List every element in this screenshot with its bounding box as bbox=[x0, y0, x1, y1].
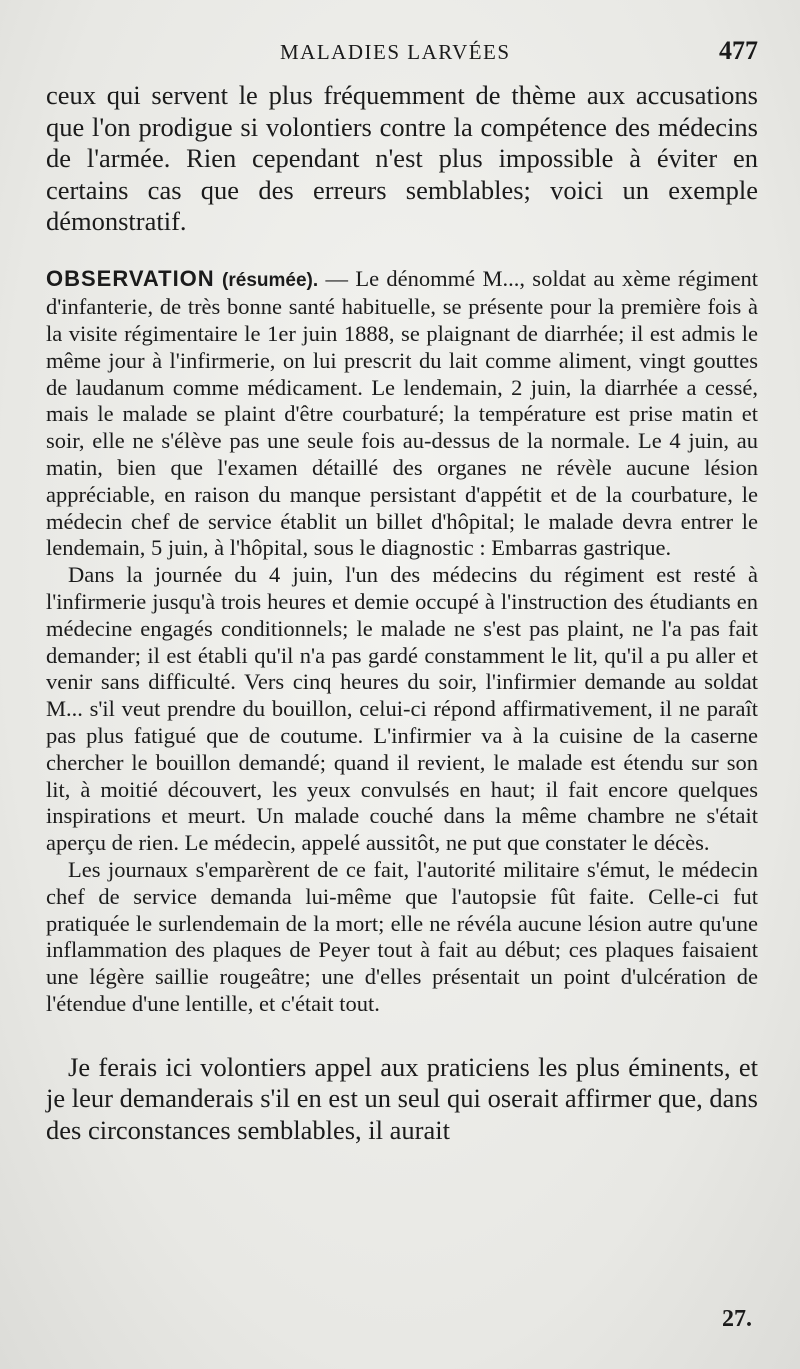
running-title: MALADIES LARVÉES bbox=[280, 40, 511, 64]
paragraph-infirmary: Dans la journée du 4 juin, l'un des médecins du régiment est resté à l'infirmerie jusqu'à trois heures et demie occupé à l'instruction des étudiants en médecine engagés conditionnels; le malade ne s'est pas plaint, ne l'a pas fait demander; il est établi qu'il n'a pas gardé constamment le lit, qu'il a pu aller et venir sans difficulté. Vers cinq heures du soir, l'infirmier demande au soldat M... s'il veut prendre du bouillon, celui-ci répond affirmativement, il ne paraît pas plus fatigué que de coutume. L'infirmier va à la cuisine de la caserne chercher le bouillon demandé; quand il revient, le malade est étendu sur son lit, à moitié découvert, les yeux convulsés en haut; il fait encore quelques inspirations et meurt. Un malade couché dans la même chambre ne s'était aperçu de rien. Le médecin, appelé aussitôt, ne put que constater le décès. bbox=[46, 562, 758, 856]
page-number: 477 bbox=[719, 36, 758, 65]
signature-mark: 27. bbox=[722, 1306, 752, 1332]
observation-heading: OBSERVATION bbox=[46, 265, 215, 291]
observation-subheading: (résumée). bbox=[222, 269, 319, 291]
intro-paragraph: ceux qui servent le plus fréquemment de thème aux accusations que l'on prodigue si volontiers contre la compétence des médecins de l'armée. Rien cependant n'est plus impossible à éviter en certains cas que des erreurs semblables; voici un exemple démonstratif. bbox=[46, 80, 758, 236]
paragraph-autopsy: Les journaux s'emparèrent de ce fait, l'autorité militaire s'émut, le médecin chef de service demanda lui-même que l'autopsie fût faite. Celle-ci fut pratiquée le surlendemain de la mort; elle ne révéla aucune lésion autre qu'une inflammation des plaques de Peyer tout à fait au début; ces plaques faisaient une légère saillie rougeâtre; une d'elles présentait un point d'ulcération de l'étendue d'une lentille, et c'était tout. bbox=[46, 857, 758, 1017]
paragraph-appeal: Je ferais ici volontiers appel aux praticiens les plus éminents, et je leur demanderais s'il en est un seul qui oserait affirmer que, dans des circonstances semblables, il aurait bbox=[46, 1051, 758, 1145]
body-text bbox=[46, 80, 758, 1146]
running-head bbox=[48, 36, 758, 76]
observation-text: — Le dénommé M..., soldat au xème régiment d'infanterie, de très bonne santé habituelle, se présente pour la première fois à la visite régimentaire le 1er juin 1888, se plaignant de diarrhée; il est admis le même jour à l'infirmerie, on lui prescrit du lait comme aliment, vingt gouttes de laudanum comme médicament. Le lendemain, 2 juin, la diarrhée a cessé, mais le malade se plaint d'être courbaturé; la température est prise matin et soir, elle ne s'élève pas une seule fois au-dessus de la normale. Le 4 juin, au matin, bien que l'examen détaillé des organes ne révèle aucune lésion appréciable, en raison du manque persistant d'appétit et de la courbature, le médecin chef de service établit un billet d'hôpital; le malade devra entrer le lendemain, 5 juin, à l'hôpital, sous le diagnostic : Embarras gastrique. bbox=[46, 265, 759, 561]
observation-paragraph bbox=[46, 266, 758, 563]
